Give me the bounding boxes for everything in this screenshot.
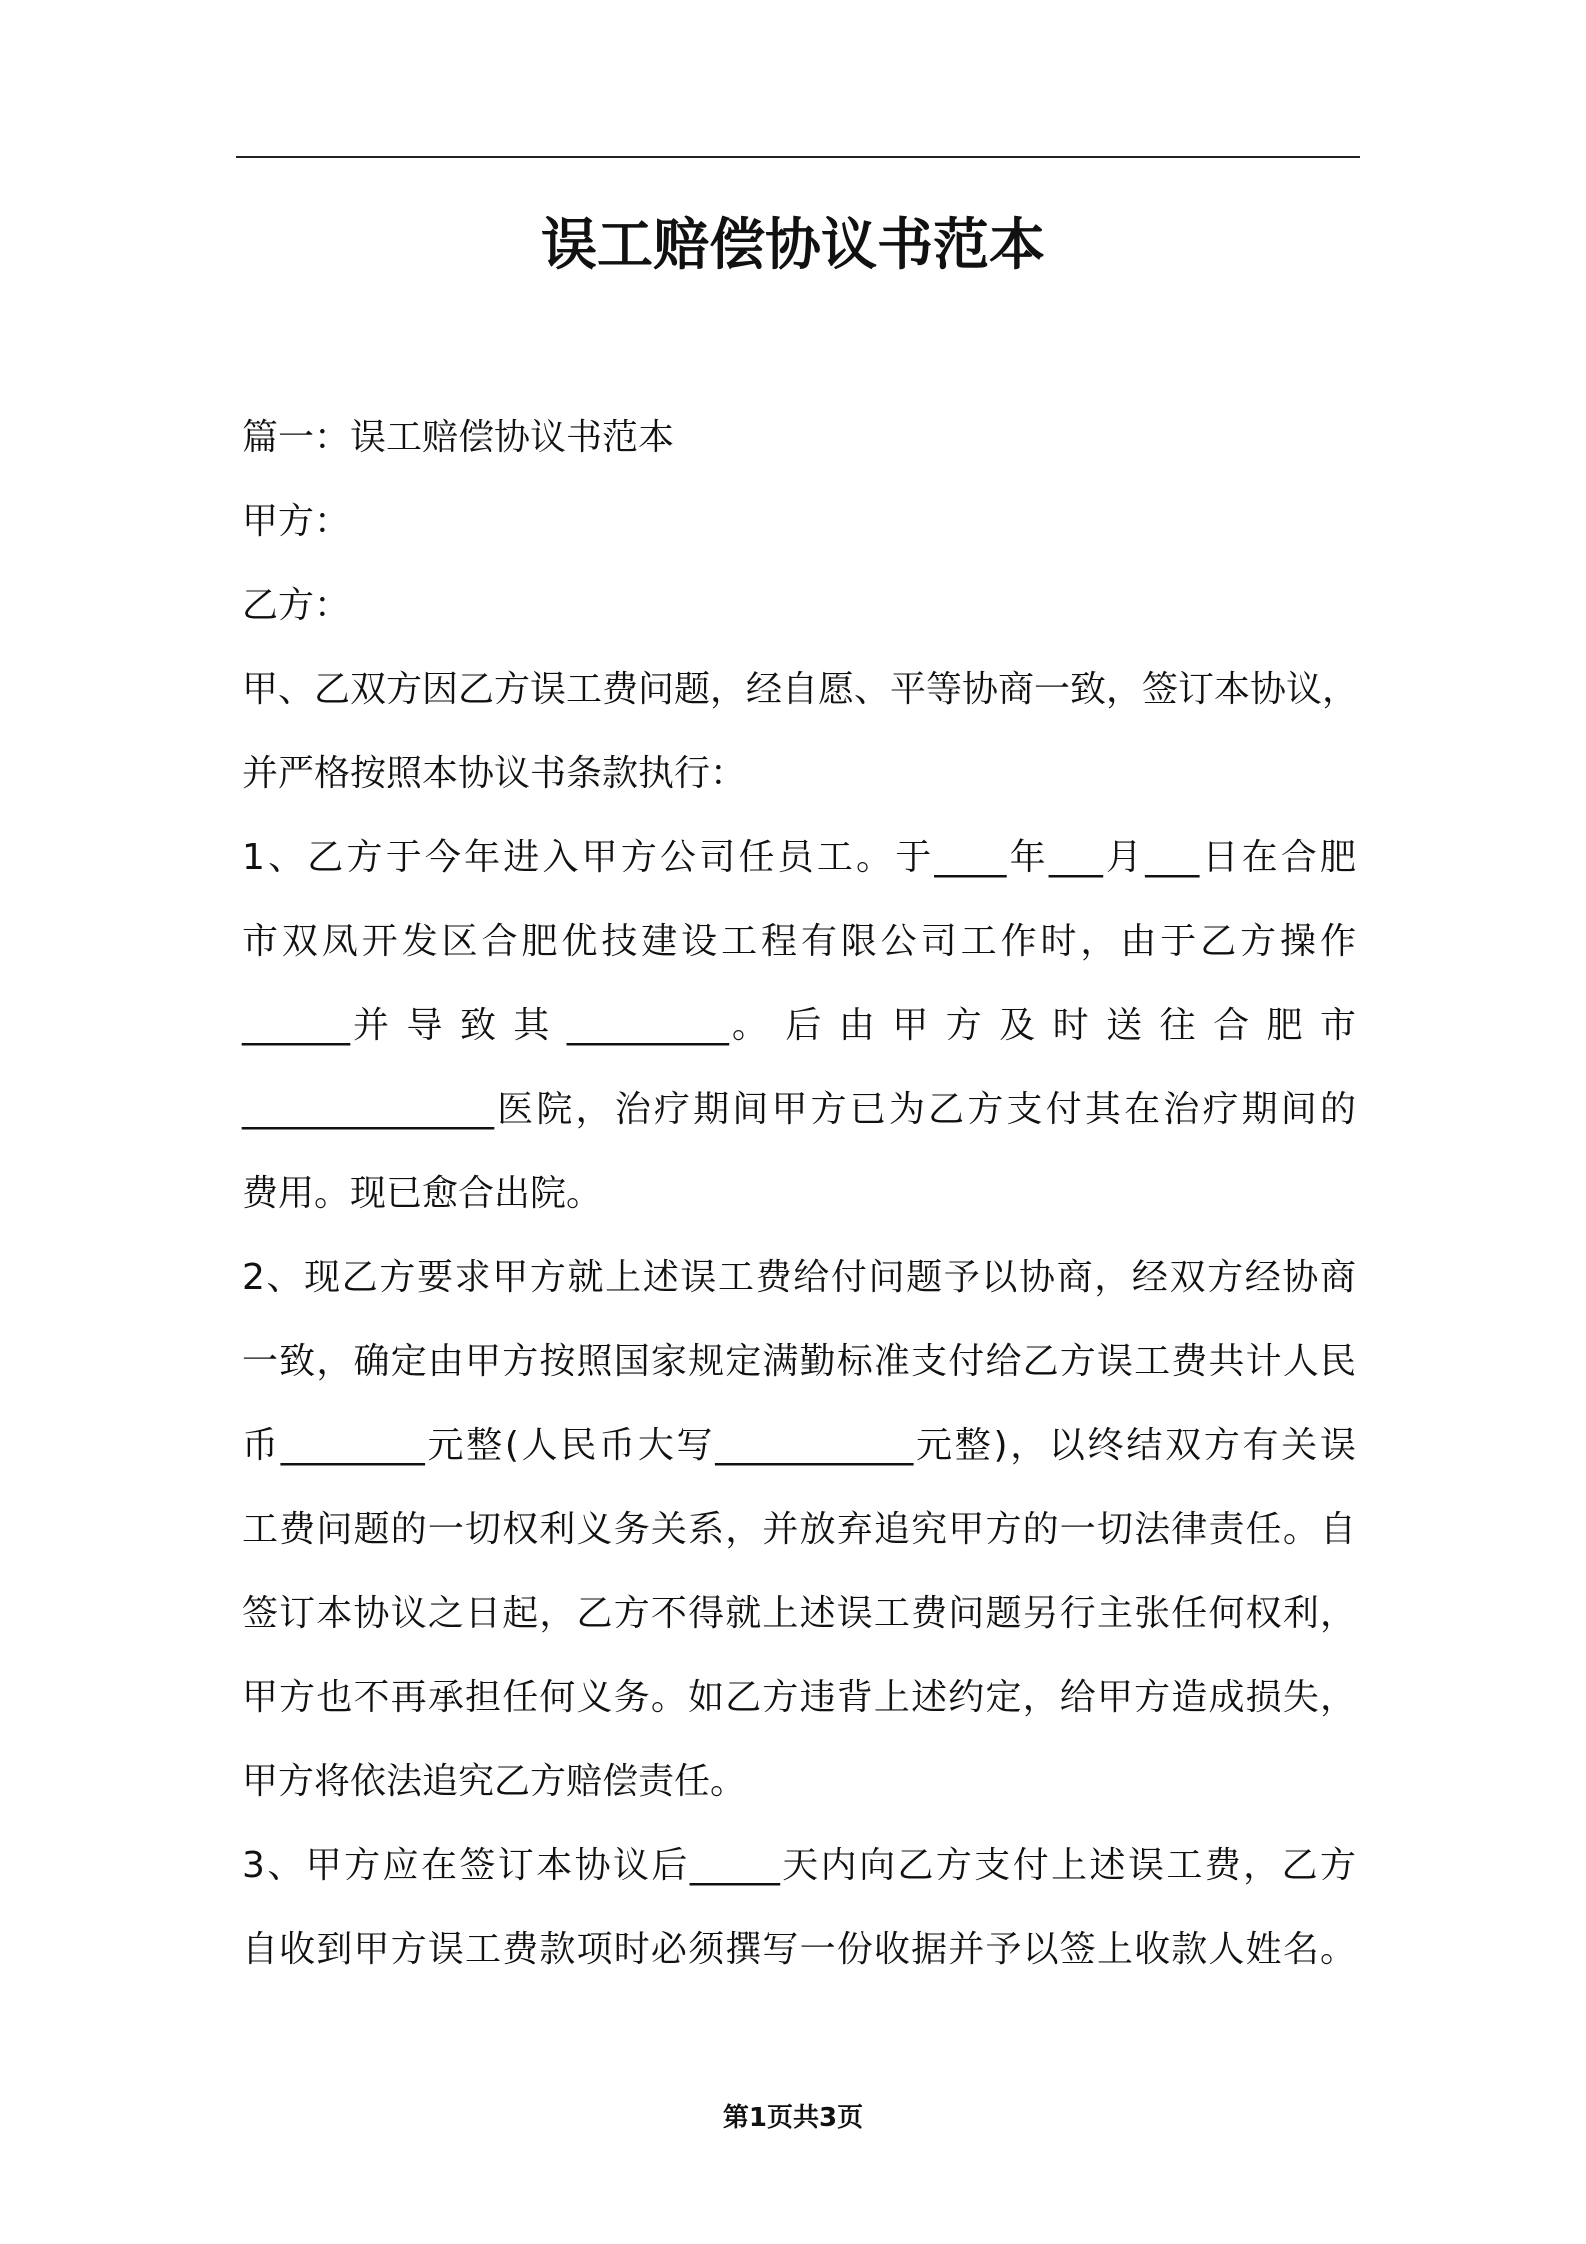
paragraph-line: 并严格按照本协议书条款执行：: [242, 753, 747, 794]
clause-2-line: 币________元整(人民币大写___________元整)，以终结双方有关误: [242, 1425, 1356, 1466]
clause-1-line: ______________医院，治疗期间甲方已为乙方支付其在治疗期间的: [242, 1089, 1356, 1130]
clause-1-line: ______并 导 致 其 _________。 后 由 甲 方 及 时 送 往 合 肥 市: [242, 1005, 1356, 1046]
party-b-line: 乙方：: [242, 585, 351, 626]
document-body: [242, 396, 1359, 1992]
header-divider: [236, 156, 1360, 158]
clause-3-line: 3、甲方应在签订本协议后_____天内向乙方支付上述误工费，乙方: [242, 1845, 1356, 1886]
clause-1-line: 费用。现已愈合出院。: [242, 1173, 603, 1214]
clause-3-line: 自收到甲方误工费款项时必须撰写一份收据并予以签上收款人姓名。: [242, 1929, 1356, 1970]
clause-2-line: 甲方也不再承担任何义务。如乙方违背上述约定，给甲方造成损失，: [242, 1677, 1356, 1718]
clause-1-line: 1、乙方于今年进入甲方公司任员工。于____年___月___日在合肥: [242, 837, 1356, 878]
clause-1-line: 市双凤开发区合肥优技建设工程有限公司工作时，由于乙方操作: [242, 921, 1356, 962]
party-a-line: 甲方：: [242, 501, 351, 542]
clause-2-line: 工费问题的一切权利义务关系，并放弃追究甲方的一切法律责任。自: [242, 1509, 1356, 1550]
section-heading: 篇一：误工赔偿协议书范本: [242, 417, 675, 458]
clause-2-line: 一致，确定由甲方按照国家规定满勤标准支付给乙方误工费共计人民: [242, 1341, 1356, 1382]
clause-2-line: 甲方将依法追究乙方赔偿责任。: [242, 1761, 747, 1802]
paragraph-line: 甲、乙双方因乙方误工费问题，经自愿、平等协商一致，签订本协议，: [242, 669, 1359, 710]
page-number: 第1页共3页: [722, 2103, 864, 2133]
clause-2-line: 2、现乙方要求甲方就上述误工费给付问题予以协商，经双方经协商: [242, 1257, 1356, 1298]
clause-2-line: 签订本协议之日起，乙方不得就上述误工费问题另行主张任何权利，: [242, 1593, 1356, 1634]
document-title: 误工赔偿协议书范本: [541, 213, 1045, 278]
